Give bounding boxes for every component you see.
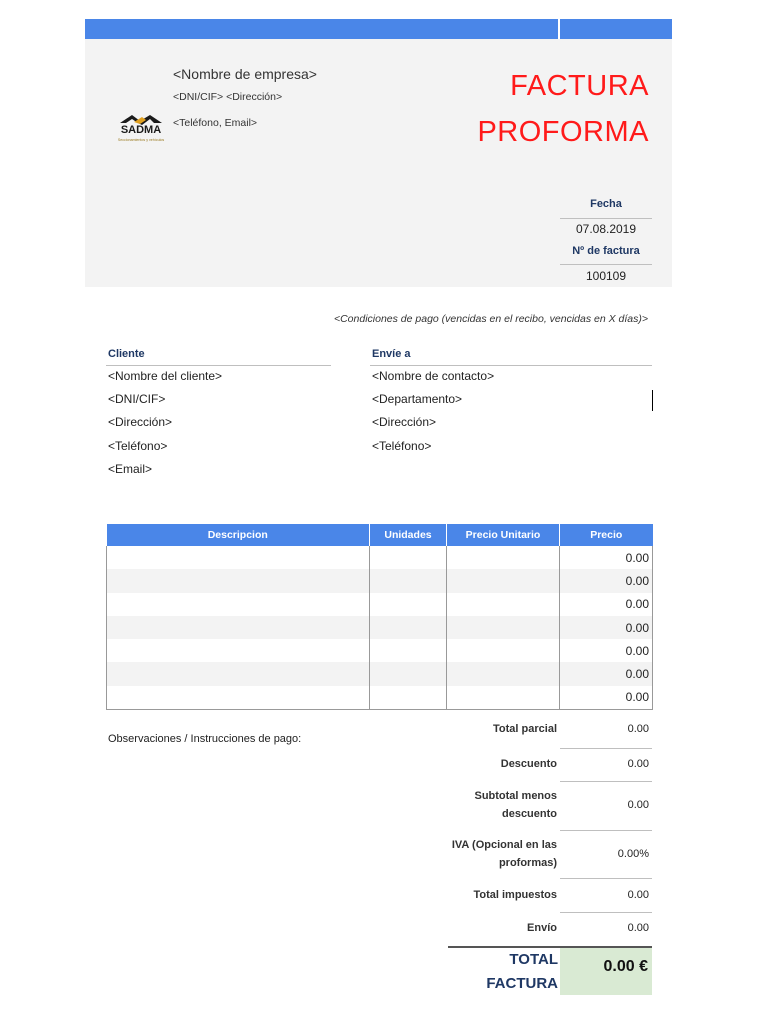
header-bar <box>85 19 558 39</box>
subtotal-less-discount-label <box>474 787 557 823</box>
cell-unit-price[interactable] <box>447 616 560 639</box>
cell-unit-price[interactable] <box>447 569 560 592</box>
grand-total-label-line2: FACTURA <box>486 975 558 992</box>
company-logo <box>110 113 172 145</box>
divider <box>560 264 652 265</box>
company-contact: <Teléfono, Email> <box>173 117 258 129</box>
client-address[interactable]: <Dirección> <box>108 415 173 429</box>
cell-units[interactable] <box>370 662 447 685</box>
divider <box>560 748 652 749</box>
col-header-price: Precio <box>560 524 653 546</box>
cell-unit-price[interactable] <box>447 639 560 662</box>
shipping-label: Envío <box>527 922 557 934</box>
cell-units[interactable] <box>370 616 447 639</box>
cell-description[interactable] <box>107 569 370 592</box>
divider <box>370 365 652 366</box>
cell-unit-price[interactable] <box>447 593 560 616</box>
cell-unit-price[interactable] <box>447 662 560 685</box>
table-row <box>107 593 653 616</box>
company-name: <Nombre de empresa> <box>173 66 317 82</box>
divider <box>560 878 652 879</box>
invoice-number-label: Nº de factura <box>572 245 640 257</box>
invoice-number-value[interactable]: 100109 <box>585 269 627 283</box>
col-header-description: Descripcion <box>107 524 370 546</box>
cell-units[interactable] <box>370 686 447 710</box>
grand-total-label <box>448 948 558 996</box>
ship-department[interactable]: <Departamento> <box>372 392 463 406</box>
cell-units[interactable] <box>370 593 447 616</box>
cell-description[interactable] <box>107 616 370 639</box>
observations-label: Observaciones / Instrucciones de pago: <box>108 733 302 745</box>
subtotal-less-discount-label-line1: Subtotal menos <box>474 790 557 802</box>
divider <box>106 365 331 366</box>
ship-address[interactable]: <Dirección> <box>372 415 437 429</box>
discount-label: Descuento <box>500 758 557 770</box>
cell-description[interactable] <box>107 662 370 685</box>
grand-total-label-line1: TOTAL <box>509 951 558 968</box>
table-row <box>107 616 653 639</box>
cell-description[interactable] <box>107 639 370 662</box>
shipping-value[interactable]: 0.00 <box>627 922 649 934</box>
iva-label-line1: IVA (Opcional en las <box>451 839 557 851</box>
svg-text:Seccionamientos y vehículos: Seccionamientos y vehículos <box>117 138 165 142</box>
cell-units[interactable] <box>370 569 447 592</box>
cell-price[interactable]: 0.00 <box>560 662 653 685</box>
ship-phone[interactable]: <Teléfono> <box>372 439 432 453</box>
divider <box>560 781 652 782</box>
text-cursor <box>652 390 653 411</box>
client-phone[interactable]: <Teléfono> <box>108 439 168 453</box>
divider <box>560 218 652 219</box>
cell-price[interactable]: 0.00 <box>560 616 653 639</box>
cell-unit-price[interactable] <box>447 546 560 569</box>
total-taxes-value: 0.00 <box>627 889 649 901</box>
items-header-row <box>107 524 653 546</box>
invoice-title-line1: FACTURA <box>510 70 649 102</box>
iva-label <box>452 836 557 872</box>
cell-price[interactable]: 0.00 <box>560 686 653 710</box>
table-row <box>107 662 653 685</box>
grand-total-value: 0.00 € <box>603 958 648 975</box>
cell-description[interactable] <box>107 686 370 710</box>
cell-units[interactable] <box>370 639 447 662</box>
cell-price[interactable]: 0.00 <box>560 569 653 592</box>
date-label: Fecha <box>590 198 622 210</box>
cell-price[interactable]: 0.00 <box>560 639 653 662</box>
cell-price[interactable]: 0.00 <box>560 593 653 616</box>
table-row <box>107 686 653 710</box>
header-bar-right <box>560 19 672 39</box>
subtotal-less-discount-label-line2: descuento <box>501 808 557 820</box>
divider <box>560 830 652 831</box>
table-row <box>107 639 653 662</box>
iva-label-line2: proformas) <box>498 857 557 869</box>
subtotal-label: Total parcial <box>493 723 557 735</box>
cell-units[interactable] <box>370 546 447 569</box>
items-table <box>106 524 653 710</box>
cell-description[interactable] <box>107 593 370 616</box>
svg-text:SADMA: SADMA <box>120 124 162 136</box>
col-header-unit-price: Precio Unitario <box>447 524 560 546</box>
client-heading: Cliente <box>108 348 145 360</box>
client-email[interactable]: <Email> <box>108 462 153 476</box>
ship-contact-name[interactable]: <Nombre de contacto> <box>372 369 495 383</box>
client-name[interactable]: <Nombre del cliente> <box>108 369 223 383</box>
payment-conditions[interactable]: <Condiciones de pago (vencidas en el recibo, vencidas en X días)> <box>333 313 648 325</box>
invoice-title-line2: PROFORMA <box>477 116 649 148</box>
discount-value[interactable]: 0.00 <box>627 758 649 770</box>
col-header-units: Unidades <box>370 524 447 546</box>
cell-price[interactable]: 0.00 <box>560 546 653 569</box>
ship-to-heading: Envíe a <box>372 348 411 360</box>
total-taxes-label: Total impuestos <box>473 889 557 901</box>
subtotal-less-discount-value: 0.00 <box>627 799 649 811</box>
subtotal-value: 0.00 <box>627 723 649 735</box>
client-id[interactable]: <DNI/CIF> <box>108 392 166 406</box>
table-row <box>107 546 653 569</box>
iva-value[interactable]: 0.00% <box>617 848 649 860</box>
date-value[interactable]: 07.08.2019 <box>575 222 637 236</box>
cell-unit-price[interactable] <box>447 686 560 710</box>
table-row <box>107 569 653 592</box>
divider <box>560 912 652 913</box>
company-id-address: <DNI/CIF> <Dirección> <box>173 91 283 103</box>
cell-description[interactable] <box>107 546 370 569</box>
